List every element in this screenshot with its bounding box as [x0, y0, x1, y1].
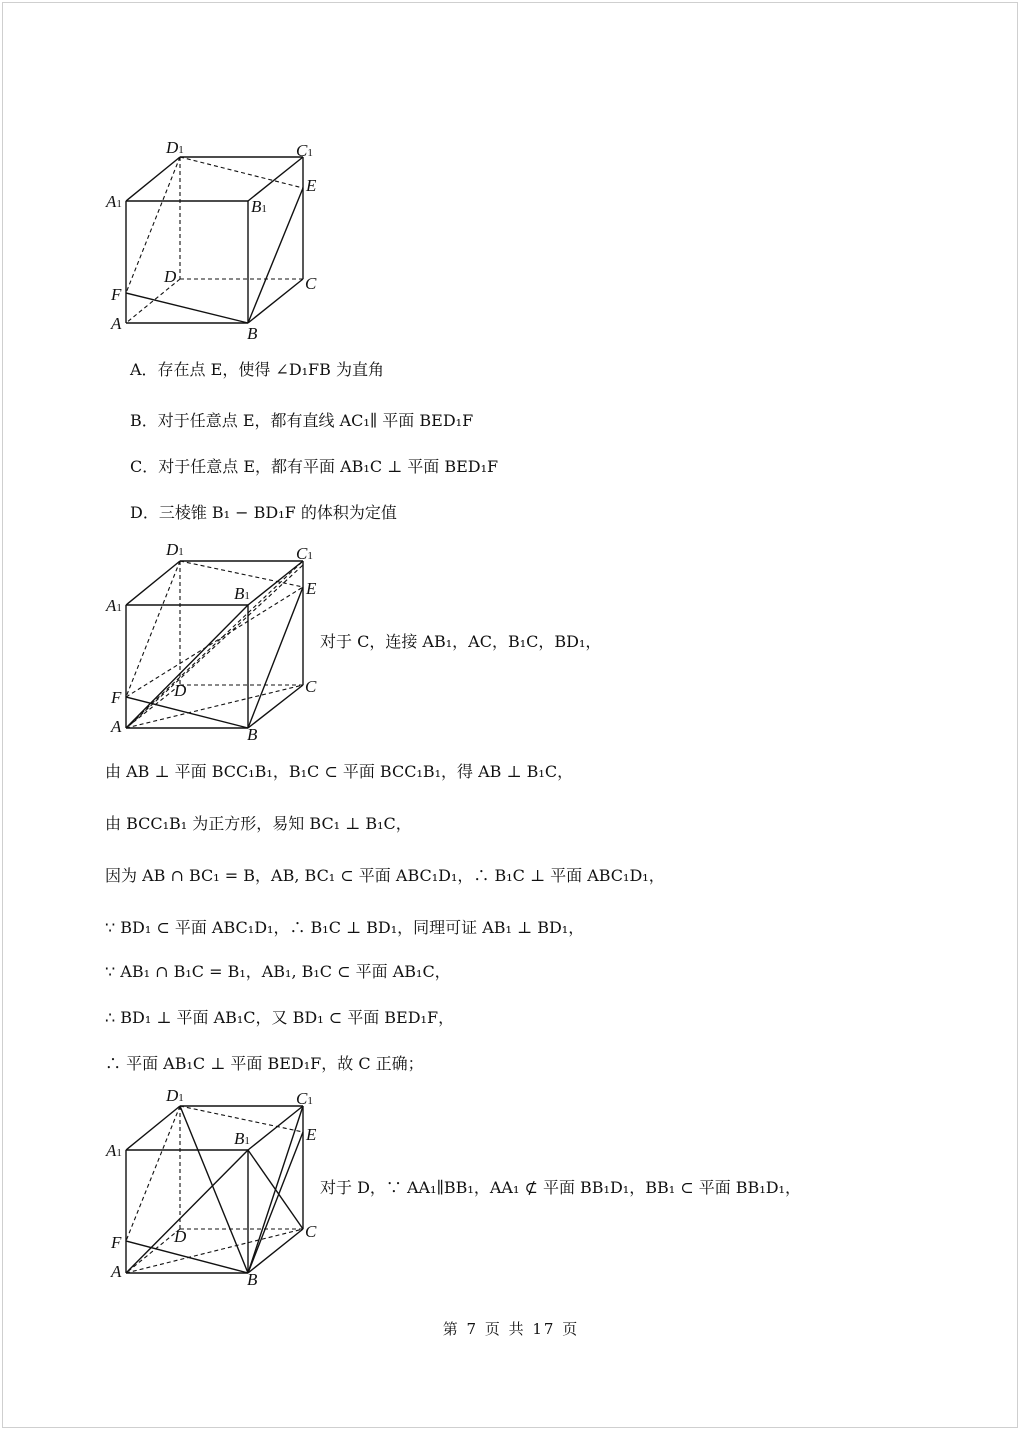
label-d1: D1 [166, 540, 184, 559]
label-b: B [247, 1270, 258, 1289]
cube-figure-1 [100, 130, 340, 345]
label-c1: C1 [296, 1089, 313, 1108]
solution-line-6: ∴ BD₁ ⊥ 平面 AB₁C，又 BD₁ ⊂ 平面 BED₁F， [105, 1008, 455, 1027]
label-a: A [111, 717, 122, 736]
label-c: C [305, 274, 317, 293]
label-d1: D1 [166, 138, 184, 157]
solution-line-7: ∴ 平面 AB₁C ⊥ 平面 BED₁F，故 C 正确； [105, 1054, 424, 1073]
label-f: F [111, 1233, 122, 1252]
label-d1: D1 [166, 1086, 184, 1105]
label-d: D [164, 267, 177, 286]
option-a: A．存在点 E，使得 ∠D₁FB 为直角 [130, 360, 385, 379]
page-footer: 第 7 页 共 17 页 [442, 1320, 580, 1338]
label-b1: B1 [251, 197, 267, 216]
label-e: E [306, 579, 317, 598]
label-d: D [174, 681, 187, 700]
cube-figure-3 [100, 1080, 340, 1295]
label-a1: A1 [106, 192, 122, 211]
solution-c-intro: 对于 C，连接 AB₁，AC，B₁C，BD₁， [320, 632, 602, 651]
label-a1: A1 [106, 1141, 122, 1160]
label-c: C [305, 677, 317, 696]
label-c1: C1 [296, 141, 313, 160]
label-a1: A1 [106, 596, 122, 615]
solution-line-5: ∵ AB₁ ∩ B₁C = B₁，AB₁, B₁C ⊂ 平面 AB₁C， [105, 962, 451, 981]
label-a: A [111, 314, 122, 333]
label-e: E [306, 1125, 317, 1144]
label-b1: B1 [234, 1129, 250, 1148]
solution-line-4: ∵ BD₁ ⊂ 平面 ABC₁D₁，∴ B₁C ⊥ BD₁，同理可证 AB₁ ⊥ BD₁， [105, 918, 585, 937]
option-b: B．对于任意点 E，都有直线 AC₁∥ 平面 BED₁F [130, 411, 474, 430]
solution-line-2: 由 BCC₁B₁ 为正方形，易知 BC₁ ⊥ B₁C， [105, 814, 412, 833]
solution-line-1: 由 AB ⊥ 平面 BCC₁B₁，B₁C ⊂ 平面 BCC₁B₁，得 AB ⊥ B₁C， [105, 762, 574, 781]
cube-figure-2 [100, 535, 340, 750]
label-f: F [111, 688, 122, 707]
label-a: A [111, 1262, 122, 1281]
label-b: B [247, 725, 258, 744]
label-b: B [247, 324, 258, 343]
label-c1: C1 [296, 544, 313, 563]
solution-line-3: 因为 AB ∩ BC₁ = B，AB, BC₁ ⊂ 平面 ABC₁D₁，∴ B₁C ⊥ 平面 ABC₁D₁， [105, 866, 665, 885]
label-b1: B1 [234, 584, 250, 603]
label-e: E [306, 176, 317, 195]
option-c: C．对于任意点 E，都有平面 AB₁C ⊥ 平面 BED₁F [130, 457, 499, 476]
solution-d-intro: 对于 D，∵ AA₁∥BB₁，AA₁ ⊄ 平面 BB₁D₁，BB₁ ⊂ 平面 BB₁D₁， [320, 1178, 801, 1197]
label-d: D [174, 1227, 187, 1246]
label-c: C [305, 1222, 317, 1241]
option-d: D．三棱锥 B₁ − BD₁F 的体积为定值 [130, 503, 397, 522]
label-f: F [111, 285, 122, 304]
